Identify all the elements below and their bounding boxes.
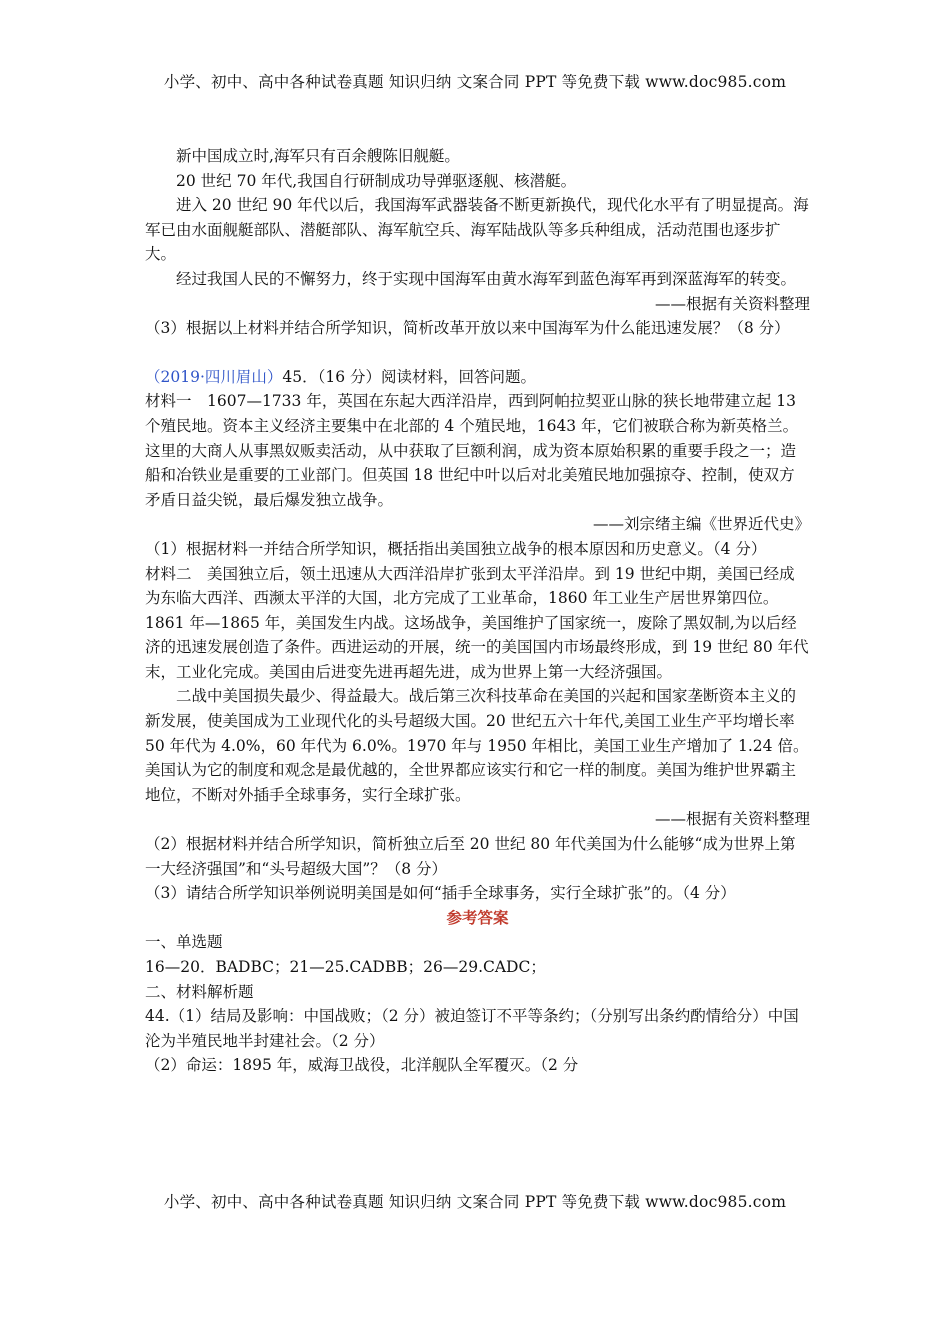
question-text: （1）根据材料一并结合所学知识，概括指出美国独立战争的根本原因和历史意义。（4 分） — [145, 539, 767, 558]
question-text: （2）根据材料并结合所学知识，简析独立后至 20 世纪 80 年代美国为什么能够“成为世界上第一大经济强国”和“头号超级大国”？（8 分） — [145, 835, 796, 878]
material-two: 材料二 美国独立后，领土迅速从大西洋沿岸扩张到太平洋沿岸。到 19 世纪中期，美国已经成为东临大西洋、西濒太平洋的大国，北方完成了工业革命，1860 年工业生产居世界第四位。1861 年—1865 年，美国发生内战。这场战争，美国维护了国家统一，废除了黑奴制,为以后经济的迅速发展创造了条件。西进运动的开展，统一的美国国内市场最终形成，到 19 世纪 80 年代末，工业化完成。美国由后进变先进再超先进，成为世界上第一大经济强国。 — [145, 564, 809, 681]
page-header: 小学、初中、高中各种试卷真题 知识归纳 文案合同 PPT 等免费下载 www.doc985.com — [163, 73, 787, 91]
question-text: （3）请结合所学知识举例说明美国是如何“插手全球事务，实行全球扩张”的。（4 分） — [145, 884, 736, 903]
answer-line: （2）命运：1895 年，威海卫战役，北洋舰队全军覆灭。（2 分 — [145, 1056, 579, 1075]
spacer — [145, 341, 810, 365]
paragraph: 二战中美国损失最少、得益最大。战后第三次科技革命在美国的兴起和国家垄断资本主义的新发展，使美国成为工业现代化的头号超级大国。20 世纪五六十年代,美国工业生产平均增长率 50 年代为 4.0%，60 年代为 6.0%。1970 年与 1950 年相比，美国工业生产增加了 1.24 倍。美国认为它的制度和观念是最优越的，全世界都应该实行和它一样的制度。美国为维护世界霸主地位，不断对外插手全球事务，实行全球扩张。 — [145, 687, 809, 804]
paragraph: 经过我国人民的不懈努力，终于实现中国海军由黄水海军到蓝色海军再到深蓝海军的转变。 — [176, 269, 797, 288]
question-heading — [145, 365, 810, 390]
paragraph: 20 世纪 70 年代,我国自行研制成功导弹驱逐舰、核潜艇。 — [176, 171, 577, 190]
paragraph: 进入 20 世纪 90 年代以后，我国海军武器装备不断更新换代，现代化水平有了明显提高。海军已由水面舰艇部队、潜艇部队、海军航空兵、海军陆战队等多兵种组成，活动范围也逐步扩大。 — [145, 196, 809, 264]
section-heading: 一、单选题 — [145, 933, 223, 952]
source-tag: （2019·四川眉山） — [145, 367, 283, 386]
source-note: ——刘宗绪主编《世界近代史》 — [592, 515, 810, 534]
source-note: ——根据有关资料整理 — [654, 810, 810, 829]
page-footer: 小学、初中、高中各种试卷真题 知识归纳 文案合同 PPT 等免费下载 www.doc985.com — [163, 1193, 787, 1211]
paragraph: 新中国成立时,海军只有百余艘陈旧舰艇。 — [176, 147, 460, 165]
answer-line: 16—20．BADBC；21—25.CADBB；26—29.CADC； — [145, 958, 546, 976]
source-note: ——根据有关资料整理 — [654, 294, 810, 313]
answer-line: 44.（1）结局及影响：中国战败；（2 分）被迫签订不平等条约；（分别写出条约酌情给分）中国沦为半殖民地半封建社会。（2 分） — [145, 1007, 799, 1050]
document-body — [145, 144, 810, 1078]
question-number: 45．（16 分）阅读材料，回答问题。 — [282, 367, 536, 386]
question-text: （3）根据以上材料并结合所学知识，简析改革开放以来中国海军为什么能迅速发展？（8 分） — [145, 319, 790, 338]
answers-title: 参考答案 — [446, 907, 509, 927]
section-heading: 二、材料解析题 — [145, 982, 254, 1001]
material-one: 材料一 1607—1733 年，英国在东起大西洋沿岸，西到阿帕拉契亚山脉的狭长地带建立起 13 个殖民地。资本主义经济主要集中在北部的 4 个殖民地，1643 年，它们被联合称为新英格兰。这里的大商人从事黑奴贩卖活动，从中获取了巨额利润，成为资本原始积累的重要手段之一；造船和冶铁业是重要的工业部门。但英国 18 世纪中叶以后对北美殖民地加强掠夺、控制，使双方矛盾日益尖锐，最后爆发独立战争。 — [145, 392, 799, 509]
